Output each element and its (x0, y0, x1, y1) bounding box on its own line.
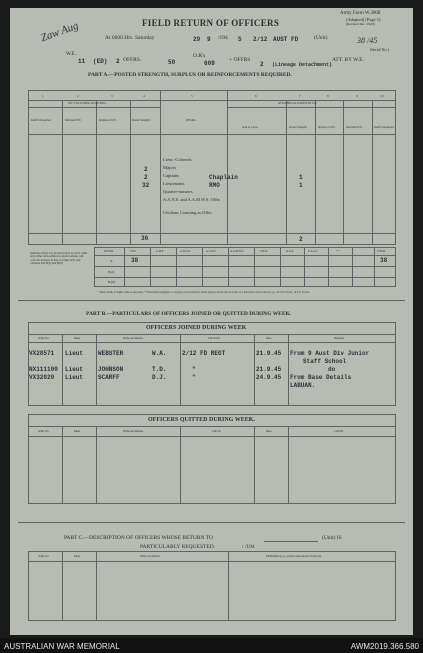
joined-name: WEBSTER (98, 350, 124, 357)
col-head: Posted Strength. (289, 126, 308, 129)
joined-head: Date. (266, 337, 272, 340)
joined-army-no: VX28571 (29, 350, 55, 357)
joined-date: 21.9.45 (256, 350, 282, 357)
analysis-head: I.N.F. (130, 250, 137, 253)
analysis-head: TOTAL (377, 250, 386, 253)
joined-head: Remarks. (334, 337, 345, 340)
footer-left: AUSTRALIAN WAR MEMORIAL (4, 642, 120, 651)
col-number: 3 (111, 94, 113, 98)
analysis-row-label: B.(i) (108, 270, 115, 274)
analysis-row-label: B.(ii) (108, 280, 116, 284)
quitted-title: OFFICERS QUITTED DURING WEEK. (148, 417, 255, 423)
joined-initials: D.J. (152, 374, 167, 381)
joined-head: Army No. (38, 337, 50, 340)
att-label: ATT. BY W.E. (332, 57, 364, 63)
ors-value: 609 (204, 60, 215, 67)
joined-army-no: VX32020 (29, 374, 55, 381)
plus-offrs-label: + OFFRS (229, 57, 251, 63)
date-line-label: At 0600 Hrs. Saturday (105, 35, 155, 41)
analysis-head: R.A.A.F. (308, 250, 319, 253)
col-number: 4 (143, 94, 145, 98)
quitted-head: Army No. (38, 430, 50, 433)
analysis-table (94, 247, 396, 287)
joined-remarks: Staff School (303, 358, 347, 365)
col-number: 7 (299, 94, 301, 98)
quitted-table (28, 414, 396, 504)
part-a-table (28, 90, 396, 245)
total-posted: 36 (141, 235, 149, 242)
part-c-title: PART C.—DESCRIPTION OF OFFICERS WHOSE RETURN TO (64, 535, 213, 541)
offrs-value: 50 (168, 59, 176, 66)
joined-name: SCARFF (98, 374, 120, 381)
part-c-requested: PARTICULARLY REQUESTED. (140, 544, 216, 550)
col-number: 10 (380, 94, 384, 98)
col-head: DETAIL. (186, 119, 197, 122)
date-day: 29 (193, 36, 201, 43)
analysis-head: A.A.M.W.S. (230, 250, 244, 253)
rank-label: Captains (163, 173, 180, 178)
joined-rank: Lieut (65, 350, 84, 357)
unit-number: 2/12 (253, 36, 268, 43)
we-value2: 2 (116, 58, 120, 65)
col-head: Posted Strength. (132, 119, 151, 122)
col-head: Surplus to W.E. (99, 119, 117, 122)
rank-label: Majors (163, 165, 177, 170)
part-a-footnote: * Insert details of higher ranks as necessary. ** Personnel belonging to a category not provided for in the analysis will be shown in this Col. Particulars will be shown, e.g., 20 U.K. Forces, 10 N.Z. Forces. (98, 291, 310, 294)
analysis-head: DETAIL (104, 250, 114, 253)
document-page (10, 8, 413, 635)
we-excluding-header: W.E. EXCLUDING ATTACHED. (68, 102, 107, 105)
joined-remarks: LABUAN. (290, 382, 316, 389)
quitted-head: CAUSE. (334, 430, 344, 433)
col-number: 9 (356, 94, 358, 98)
joined-head: Name and Initials. (123, 337, 144, 340)
col-head: Deficient W.E. (65, 119, 82, 122)
form-revised: (Revised Jan., 1943) (346, 22, 375, 26)
unit-typed: AUST FD (273, 36, 299, 43)
part-b-title: PART B.—PARTICULARS OF OFFICERS JOINED OR QUITTED DURING WEEK. (86, 311, 292, 317)
joined-unit-from: " (192, 366, 196, 373)
form-adapted: (Adapted) (Page 1) (346, 17, 381, 22)
col-number: 5 (191, 94, 193, 98)
col-head: Arm or Corps. (242, 126, 259, 129)
posted-value: 2 (144, 166, 148, 173)
date-year: /194 (218, 35, 228, 41)
joined-unit-from: " (192, 374, 196, 381)
serial-number: 38 (357, 36, 365, 45)
handwritten-annotation: Zaw Aug (39, 19, 81, 45)
part-c-date: / /194 (242, 544, 255, 550)
date-year-typed: 5 (238, 36, 242, 43)
joined-remarks: do (328, 366, 336, 373)
attached-posted: 1 (299, 182, 303, 189)
date-month: 9 (207, 36, 211, 43)
joined-head: Unit From. (208, 337, 221, 340)
analysis-head: * * (336, 250, 340, 253)
col-number: 6 (255, 94, 257, 98)
posted-value: 32 (142, 182, 150, 189)
we-sub: (ED) (93, 58, 108, 65)
analysis-total-value: 38 (380, 257, 388, 264)
analysis-head: A.W.A.S. (180, 250, 191, 253)
quitted-head: Unit To. (212, 430, 222, 433)
quitted-head: Name and Initials. (123, 430, 144, 433)
we-label: W.E. (66, 52, 76, 57)
joined-remarks: From 9 Aust Div Junior (290, 350, 370, 357)
col-head: Reinf'ts Required. (31, 119, 52, 122)
serial-year: /45 (367, 36, 378, 45)
analysis-head: CIVIL. (260, 250, 269, 253)
unit-label: (Unit) (314, 35, 328, 41)
col-head: Surplus to W.E. (318, 126, 336, 129)
analysis-head: R.A.N. (286, 250, 295, 253)
col-number: 2 (77, 94, 79, 98)
analysis-head: A.A.N.S. (206, 250, 217, 253)
joined-unit-from: 2/12 FD REGT (182, 350, 226, 357)
posted-value: 2 (144, 174, 148, 181)
analysis-note: Analysis of Part A to be shown here by Ad.A. units only. Other units entitled to reinforcements will cover the analysis in Part A of their W.E. and complete Part B.(i) and B.(ii) (30, 252, 88, 266)
page-title: FIELD RETURN OF OFFICERS (142, 18, 280, 28)
archive-footer (0, 638, 423, 653)
joined-initials: T.D. (152, 366, 167, 373)
total-attached: 2 (299, 236, 303, 243)
analysis-head: C.M.F. (156, 250, 164, 253)
we-value: 11 (78, 58, 86, 65)
rank-label: Lieut.-Colonels (163, 157, 192, 162)
attached-arm: Chaplain (209, 174, 238, 181)
joined-name: JOHNSON (98, 366, 124, 373)
joined-date: 21.9.45 (256, 366, 282, 373)
attached-arm: RMO (209, 182, 220, 189)
quitted-head: Rank. (74, 430, 81, 433)
col-head: Reinf'ts Required. (374, 126, 395, 129)
part-c-head: Name and Initials. (140, 555, 161, 558)
part-c-head: REMARKS (e.g., present whereabouts if known). (266, 555, 322, 558)
plus-offrs-value: 2 (260, 61, 264, 68)
part-c-unit-is: (Unit) IS (322, 535, 342, 541)
ors-label: O.R's (193, 53, 206, 59)
joined-initials: W.A. (152, 350, 167, 357)
joined-head: Rank. (74, 337, 81, 340)
joined-army-no: NX111100 (29, 366, 58, 373)
quitted-head: Date. (266, 430, 272, 433)
col-number: 8 (327, 94, 329, 98)
joined-title: OFFICERS JOINED DURING WEEK (146, 325, 247, 331)
serial-label: (Serial No.) (370, 47, 389, 52)
joined-remarks: From Base Details (290, 374, 352, 381)
part-c-head: Army No. (38, 555, 50, 558)
col-number: 1 (42, 94, 44, 98)
att-typed: (Lineage Detachment) (272, 62, 333, 68)
analysis-row-label: A. (110, 259, 114, 263)
part-c-head: Rank. (74, 555, 81, 558)
rank-label: Lieutenants (163, 181, 185, 186)
part-a-title: PART A.—POSTED STRENGTH, SURPLUS OR REINFORCEMENTS REQUIRED. (88, 72, 292, 78)
form-number: Army Form W.3008 (340, 11, 381, 16)
attached-posted: 1 (299, 174, 303, 181)
footer-right: AWM2019.366.580 (350, 642, 419, 651)
rank-label: Quarter-masters (163, 189, 193, 194)
rank-label: A.A.N.S. and A.A.M.W.S. Offrs (163, 197, 220, 202)
joined-rank: Lieut (65, 374, 84, 381)
analysis-inf-value: 38 (131, 257, 139, 264)
offrs-label: OFFRS. (123, 57, 142, 63)
joined-date: 24.9.45 (256, 374, 282, 381)
attached-allowed-header: ATTACHED ALLOWED BY W.E. (278, 102, 318, 105)
col-head: Deficient W.E. (346, 126, 363, 129)
rank-label: Civilians Counting as Offrs. (163, 210, 213, 215)
joined-rank: Lieut (65, 366, 84, 373)
